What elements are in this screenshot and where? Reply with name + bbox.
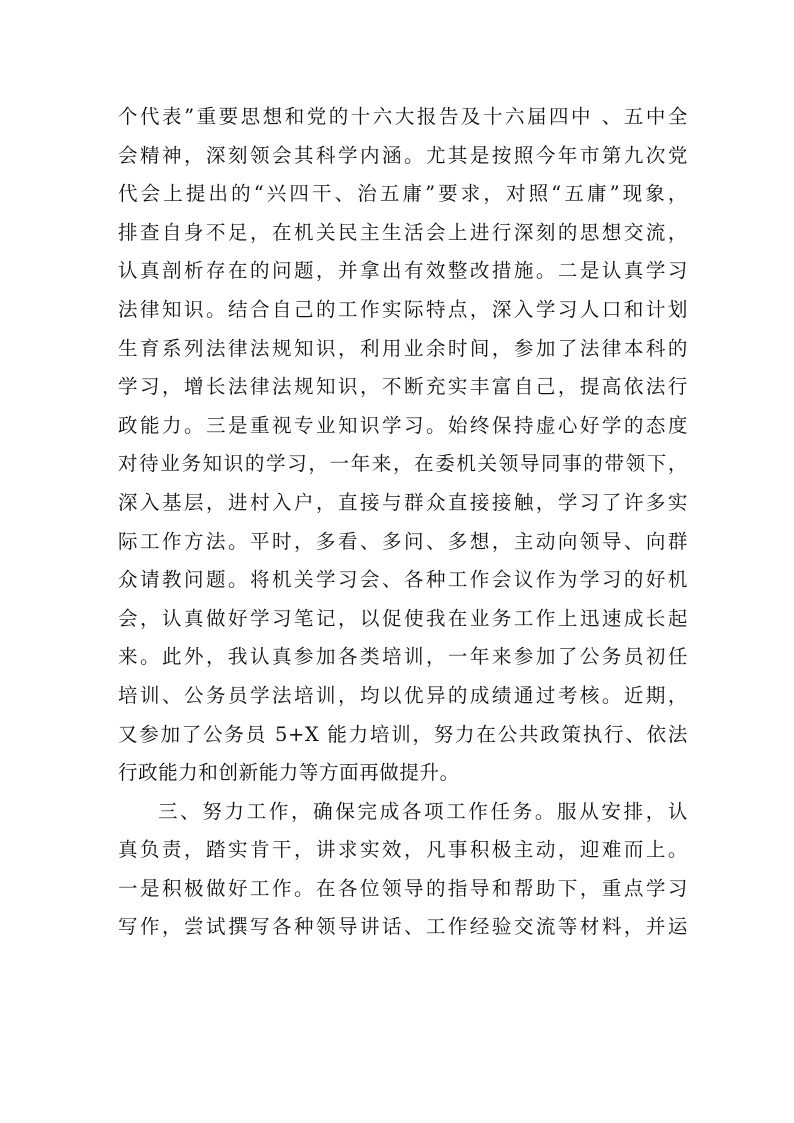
text-line: 深入基层，进村入户，直接与群众直接接触，学习了许多实: [118, 490, 688, 514]
text-line: 对待业务知识的学习，一年来，在委机关领导同事的带领下，: [118, 452, 688, 476]
section-heading-line: 三、努力工作，确保完成各项工作任务。服从安排，认: [158, 799, 688, 823]
text-line: 一是积极做好工作。在各位领导的指导和帮助下，重点学习: [118, 876, 688, 900]
text-line: 认真剖析存在的问题，并拿出有效整改措施。二是认真学习: [118, 259, 688, 283]
text-line: 众请教问题。将机关学习会、各种工作会议作为学习的好机: [118, 568, 688, 592]
text-line: 学习，增长法律法规知识，不断充实丰富自己，提高依法行: [118, 375, 688, 399]
text-line: 会精神，深刻领会其科学内涵。尤其是按照今年市第九次党: [118, 143, 688, 167]
text-line: 个代表”重要思想和党的十六大报告及十六届四中 、五中全: [118, 105, 688, 128]
text-line: 真负责，踏实肯干，讲求实效，凡事积极主动，迎难而上。: [118, 838, 688, 862]
text-line: 政能力。三是重视专业知识学习。始终保持虚心好学的态度: [118, 413, 688, 437]
text-line: 法律知识。结合自己的工作实际特点，深入学习人口和计划: [118, 297, 688, 321]
text-line: 来。此外，我认真参加各类培训，一年来参加了公务员初任: [118, 645, 688, 669]
text-line: 行政能力和创新能力等方面再做提升。: [118, 761, 460, 785]
text-line: 际工作方法。平时，多看、多问、多想，主动向领导、向群: [118, 529, 688, 553]
text-line: 又参加了公务员 5+X 能力培训，努力在公共政策执行、依法: [118, 722, 688, 746]
text-line: 会，认真做好学习笔记，以促使我在业务工作上迅速成长起: [118, 606, 688, 630]
text-line: 排查自身不足，在机关民主生活会上进行深刻的思想交流，: [118, 220, 688, 244]
text-line: 代会上提出的“兴四干、治五庸”要求，对照“五庸”现象，: [118, 182, 688, 206]
text-line: 培训、公务员学法培训，均以优异的成绩通过考核。近期，: [118, 683, 688, 707]
text-line: 写作，尝试撰写各种领导讲话、工作经验交流等材料，并运: [118, 915, 688, 939]
body-text: [118, 98, 688, 947]
text-line: 生育系列法律法规知识，利用业余时间，参加了法律本科的: [118, 336, 688, 360]
